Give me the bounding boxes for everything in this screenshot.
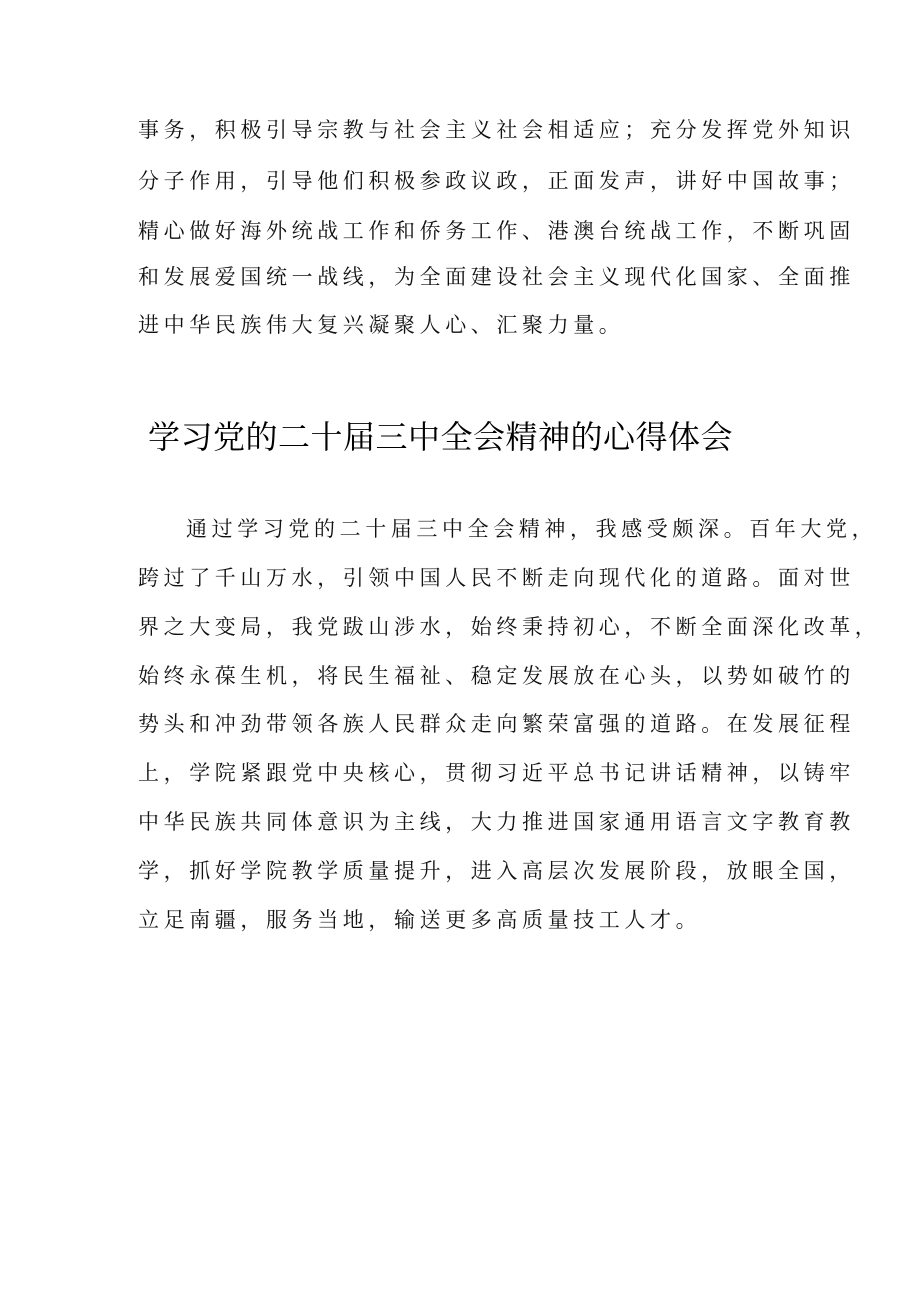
text-line: 和发展爱国统一战线，为全面建设社会主义现代化国家、全面推 [138, 265, 855, 289]
text-line: 精心做好海外统战工作和侨务工作、港澳台统战工作，不断巩固 [138, 219, 855, 243]
text-line: 分子作用，引导他们积极参政议政，正面发声，讲好中国故事； [138, 169, 855, 193]
text-line: 通过学习党的二十届三中全会精神，我感受颇深。百年大党， [186, 517, 878, 541]
text-line: 跨过了千山万水，引领中国人民不断走向现代化的道路。面对世 [138, 566, 855, 590]
text-line: 中华民族共同体意识为主线，大力推进国家通用语言文字教育教 [138, 810, 855, 834]
text-line: 界之大变局，我党跋山涉水，始终秉持初心，不断全面深化改革， [138, 615, 881, 639]
text-line: 上，学院紧跟党中央核心，贯彻习近平总书记讲话精神，以铸牢 [138, 761, 855, 785]
text-line: 立足南疆，服务当地，输送更多高质量技工人才。 [138, 908, 702, 932]
text-line: 学，抓好学院教学质量提升，进入高层次发展阶段，放眼全国， [138, 859, 855, 883]
article-title: 学习党的二十届三中全会精神的心得体会 [148, 418, 734, 456]
text-line: 始终永葆生机，将民生福祉、稳定发展放在心头，以势如破竹的 [138, 664, 855, 688]
text-line: 事务，积极引导宗教与社会主义社会相适应；充分发挥党外知识 [138, 118, 855, 142]
text-line: 势头和冲劲带领各族人民群众走向繁荣富强的道路。在发展征程 [138, 712, 855, 736]
text-line: 进中华民族伟大复兴凝聚人心、汇聚力量。 [138, 313, 625, 337]
